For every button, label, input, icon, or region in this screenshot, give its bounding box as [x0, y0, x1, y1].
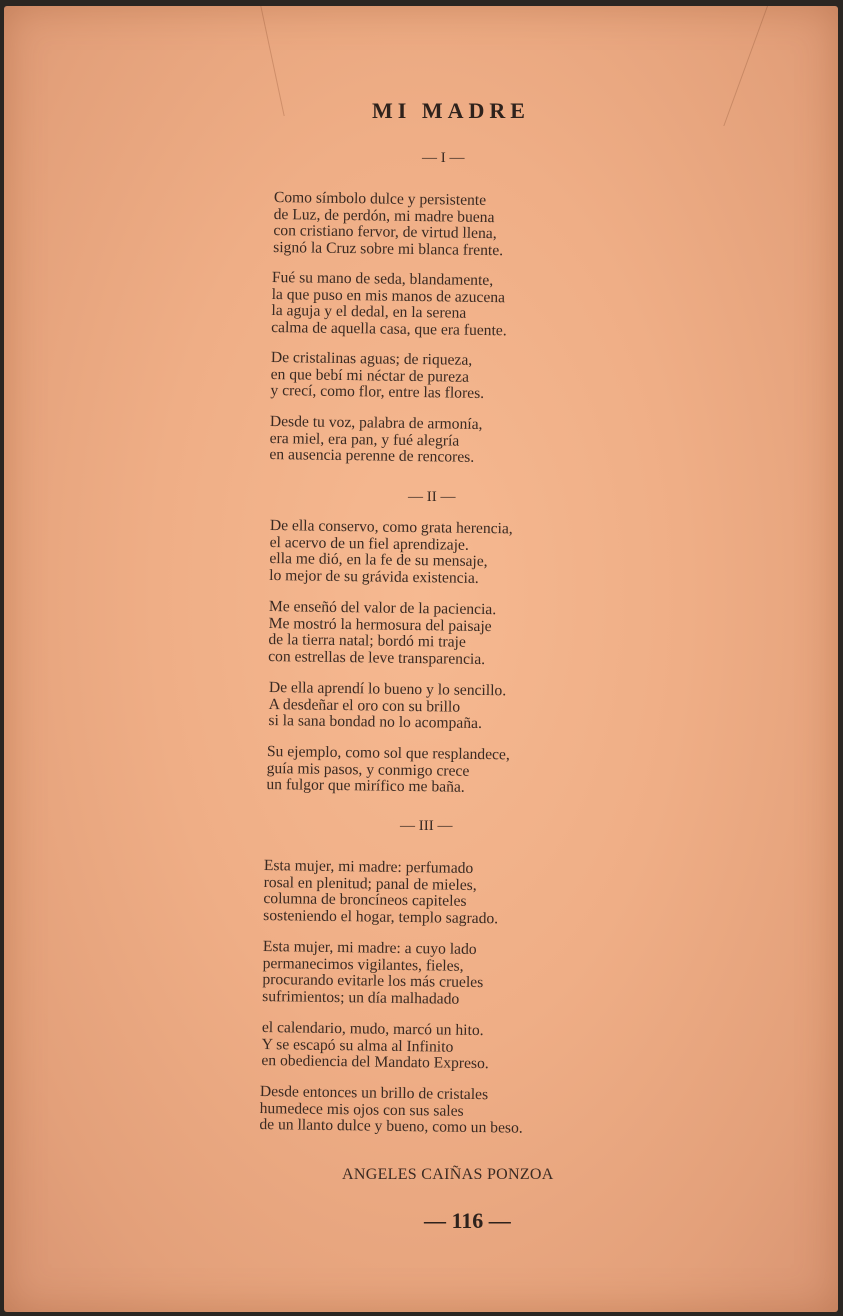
section-mark-3: — III — — [400, 818, 453, 834]
verse-line: calma de aquella casa, que era fuente. — [271, 318, 507, 340]
verse-line: si la sana bondad no lo acompaña. — [268, 712, 483, 733]
verse-line: y crecí, como flor, entre las flores. — [270, 382, 485, 403]
verse-line: lo mejor de su grávida existencia. — [269, 566, 479, 587]
verse-line: De cristalinas aguas; de riqueza, — [270, 349, 473, 369]
verse-line: Y se escapó su alma al Infinito — [261, 1035, 454, 1056]
verse-line: en obediencia del Mandato Expreso. — [261, 1052, 489, 1073]
stanza — [269, 414, 482, 467]
stanza — [270, 350, 484, 403]
stanza — [261, 1020, 489, 1073]
verse-line: permanecimos vigilantes, fieles, — [262, 954, 464, 975]
stanza — [262, 939, 484, 1008]
verse-line: sosteniendo el hogar, templo sagrado. — [263, 906, 499, 928]
verse-line: Me mostró la hermosura del paisaje — [268, 614, 492, 635]
verse-line: Esta mujer, mi madre: a cuyo lado — [262, 938, 477, 958]
verse-line: Su ejemplo, como sol que resplandece, — [266, 743, 510, 764]
verse-line: en que bebí mi néctar de pureza — [270, 365, 470, 386]
verse-line: humedece mis ojos con sus sales — [259, 1099, 464, 1120]
stanza — [263, 858, 499, 928]
stanza — [273, 190, 504, 260]
verse-line: de un llanto dulce y bueno, como un beso. — [259, 1116, 523, 1137]
verse-line: con cristiano fervor, de virtud llena, — [273, 222, 497, 243]
verse-line: era miel, era pan, y fué alegría — [269, 429, 460, 450]
verse-line: Me enseñó del valor de la paciencia. — [268, 598, 497, 619]
verse-line: la que puso en mis manos de azucena — [271, 285, 506, 306]
verse-line: rosal en plenitud; panal de mieles, — [263, 873, 477, 894]
stanza — [268, 680, 506, 733]
verse-line: Esta mujer, mi madre: perfumado — [263, 857, 474, 877]
stanza — [266, 744, 510, 797]
section-mark-1: — I — — [422, 150, 465, 166]
stanza — [259, 1084, 523, 1137]
poem-title: MI MADRE — [372, 98, 530, 123]
section-mark-2: — II — — [408, 489, 456, 505]
verse-line: procurando evitarle los más crueles — [262, 971, 484, 992]
verse-line: signó la Cruz sobre mi blanca frente. — [273, 238, 504, 259]
author-signature: ANGELES CAIÑAS PONZOA — [342, 1166, 554, 1183]
verse-line: Como símbolo dulce y persistente — [273, 189, 487, 209]
verse-line: columna de broncíneos capiteles — [263, 890, 467, 911]
verse-line: sufrimientos; un día malhadado — [262, 987, 460, 1008]
verse-line: De ella aprendí lo bueno y lo sencillo. — [268, 679, 507, 700]
verse-line: ella me dió, en la fe de su mensaje, — [269, 550, 488, 571]
stanza — [271, 270, 507, 340]
verse-line: guía mis pasos, y conmigo crece — [266, 759, 470, 780]
verse-line: el acervo de un fiel aprendizaje. — [269, 533, 469, 554]
verse-line: el calendario, mudo, marcó un hito. — [261, 1019, 484, 1040]
book-page — [4, 6, 838, 1312]
verse-line: en ausencia perenne de rencores. — [269, 446, 475, 467]
verse-line: Fué su mano de seda, blandamente, — [271, 269, 494, 290]
verse-line: de la tierra natal; bordó mi traje — [268, 631, 466, 651]
verse-line: con estrellas de leve transparencia. — [268, 647, 486, 668]
verse-line: la aguja y el dedal, en la serena — [271, 302, 467, 322]
verse-line: De ella conservo, como grata herencia, — [269, 517, 513, 538]
verse-line: de Luz, de perdón, mi madre buena — [273, 205, 495, 226]
stanza — [268, 599, 496, 669]
stanza — [269, 518, 513, 588]
verse-line: Desde tu voz, palabra de armonía, — [269, 413, 483, 433]
page-number: — 116 — — [424, 1208, 511, 1233]
verse-line: un fulgor que mirífico me baña. — [266, 776, 465, 796]
verse-line: A desdeñar el oro con su brillo — [268, 695, 461, 716]
verse-line: Desde entonces un brillo de cristales — [259, 1083, 489, 1104]
